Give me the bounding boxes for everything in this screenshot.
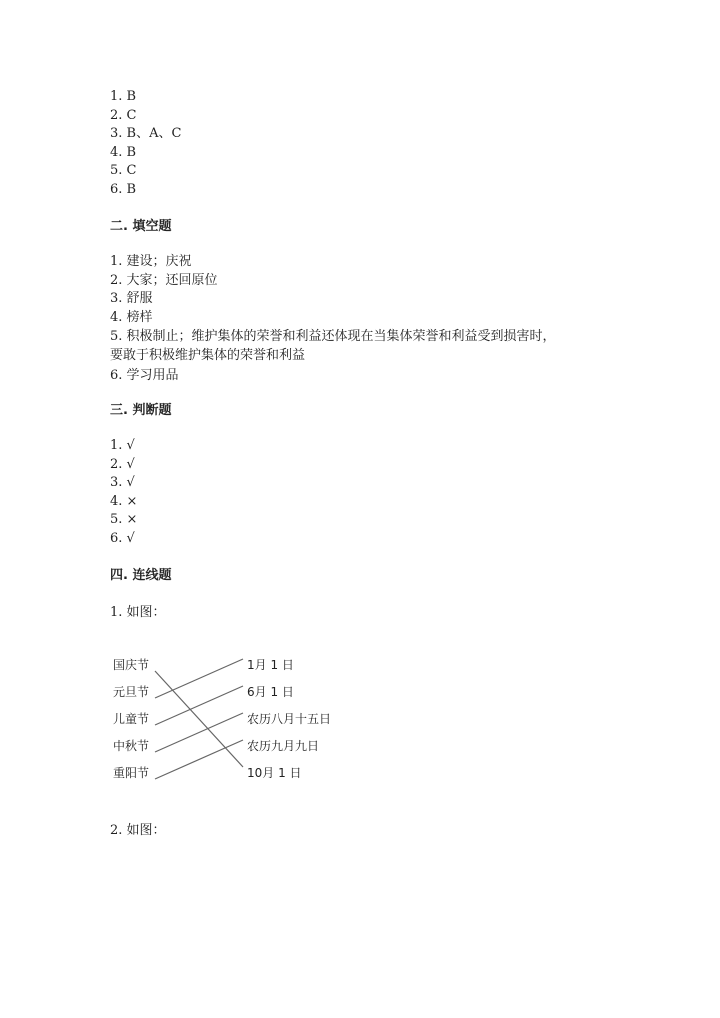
fill-blank-answers-list (110, 253, 218, 327)
section-title-matching: 四. 连线题 (110, 568, 172, 583)
question-2-label: 2. 如图： (110, 823, 166, 838)
choice-answers-list (110, 88, 181, 200)
judgement-answers-list (110, 437, 137, 549)
list-item: 2. √ (110, 456, 135, 472)
list-item: 3. 舒服 (110, 291, 153, 307)
list-item: 1. √ (110, 438, 135, 453)
right-label: 农历八月十五日 (247, 712, 332, 726)
list-item: 6. √ (110, 530, 135, 546)
list-item: 2. 大家；还回原位 (110, 272, 218, 288)
right-label: 农历九月九日 (247, 739, 320, 753)
matching-diagram (105, 645, 365, 795)
list-item: 5. × (110, 512, 138, 528)
list-item: 1. B (110, 89, 137, 104)
section-title-fill-blank: 二. 填空题 (110, 219, 172, 234)
list-item: 2. C (110, 107, 137, 123)
right-label: 1月 1 日 (247, 658, 294, 672)
section-title-judgement: 三. 判断题 (110, 403, 172, 418)
right-label: 10月 1 日 (247, 766, 302, 780)
list-item: 6. B (110, 181, 137, 197)
list-item: 3. √ (110, 475, 135, 491)
answer-5-line-1: 5. 积极制止；维护集体的荣誉和利益还体现在当集体荣誉和利益受到损害时， (110, 329, 556, 344)
list-item: 1. 建设；庆祝 (110, 254, 192, 269)
list-item: 4. 榜样 (110, 309, 153, 325)
left-label: 重阳节 (113, 766, 150, 780)
answer-6: 6. 学习用品 (110, 368, 179, 383)
list-item: 4. × (110, 493, 138, 509)
answer-5-line-2: 要敢于积极维护集体的荣誉和利益 (110, 348, 306, 363)
left-label: 中秋节 (113, 739, 150, 753)
left-label: 儿童节 (113, 712, 150, 726)
list-item: 3. B、A、C (110, 126, 182, 142)
right-label: 6月 1 日 (247, 685, 294, 699)
left-label: 国庆节 (113, 658, 150, 672)
list-item: 5. C (110, 163, 137, 179)
question-1-label: 1. 如图： (110, 605, 166, 620)
left-label: 元旦节 (113, 685, 150, 699)
list-item: 4. B (110, 144, 137, 160)
